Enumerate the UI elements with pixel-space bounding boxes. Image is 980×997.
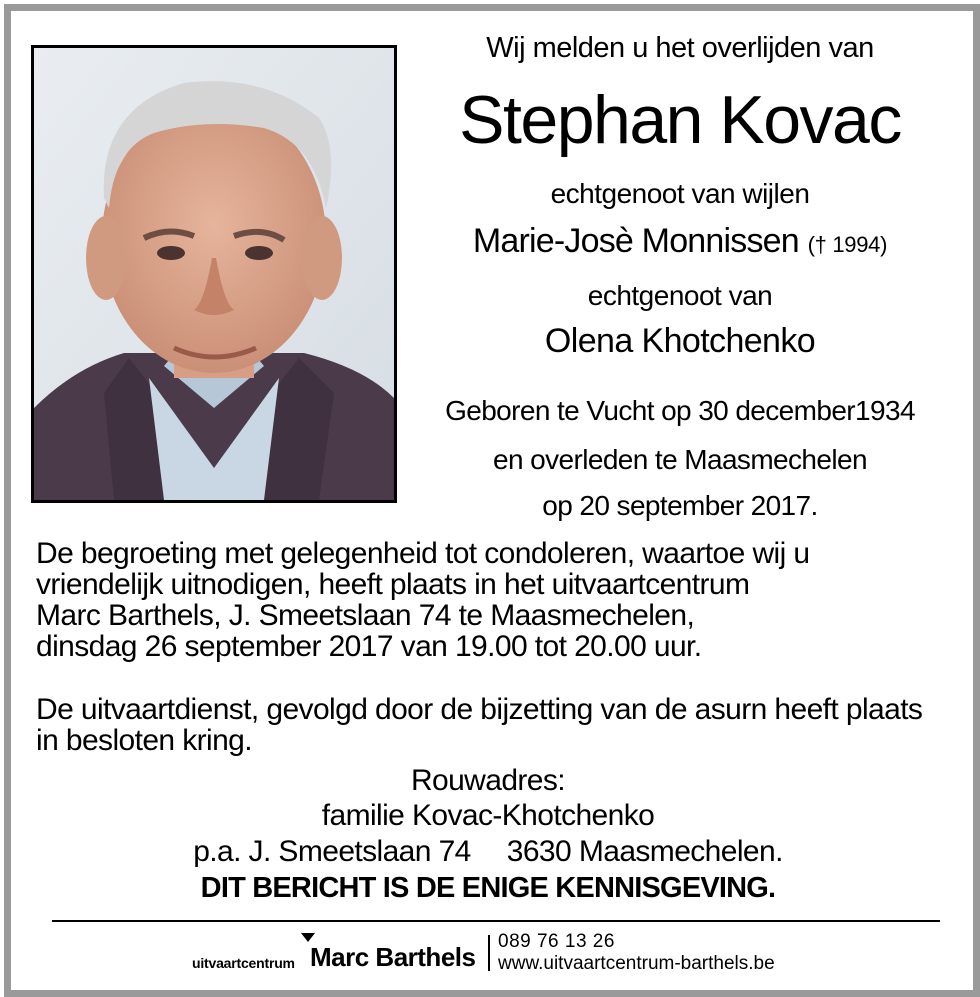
paragraph-line: vriendelijk uitnodigen, heeft plaats in het uitvaartcentrum	[36, 568, 750, 601]
paragraph-line: De begroeting met gelegenheid tot condoleren, waartoe wij u	[36, 537, 810, 570]
paragraph-line: dinsdag 26 september 2017 van 19.00 tot 20.00 uur.	[36, 630, 702, 663]
portrait-photo	[31, 45, 397, 503]
website-link[interactable]: www.uitvaartcentrum-barthels.be	[498, 953, 775, 974]
logo-company-name: Marc Barthels	[310, 942, 476, 972]
condolence-paragraph	[36, 538, 956, 662]
relation-1: echtgenoot van wijlen	[550, 178, 810, 209]
spouse-1-name: Marie-Josè Monnissen	[472, 222, 799, 260]
notice-text: DIT BERICHT IS DE ENIGE KENNISGEVING.	[200, 872, 776, 904]
address-city: 3630 Maasmechelen.	[506, 835, 783, 868]
funeral-paragraph	[36, 694, 956, 756]
paragraph-line: De uitvaartdienst, gevolgd door de bijzetting van de asurn heeft plaats	[36, 693, 923, 726]
triangle-icon	[301, 933, 315, 942]
death-place-line: en overleden te Maasmechelen	[493, 444, 867, 475]
paragraph-line: in besloten kring.	[36, 724, 253, 757]
relation-2: echtgenoot van	[587, 280, 773, 311]
death-date-line: op 20 september 2017.	[542, 490, 818, 521]
address-street: p.a. J. Smeetslaan 74	[193, 835, 471, 868]
phone-number: 089 76 13 26	[498, 931, 615, 952]
intro-text: Wij melden u het overlijden van	[486, 32, 874, 64]
deceased-name: Stephan Kovac	[459, 82, 901, 158]
logo-separator	[488, 935, 490, 971]
logo-prefix: uitvaartcentrum	[192, 955, 295, 971]
address-line	[0, 835, 976, 869]
spouse-2-name: Olena Khotchenko	[544, 322, 816, 360]
address-family: familie Kovac-Khotchenko	[321, 799, 655, 832]
address-label: Rouwadres:	[410, 764, 566, 797]
spouse-1	[400, 222, 960, 261]
birth-line: Geboren te Vucht op 30 december1934	[445, 395, 915, 426]
paragraph-line: Marc Barthels, J. Smeetslaan 74 te Maasmechelen,	[36, 599, 695, 632]
divider	[52, 920, 940, 922]
funeral-home-logo	[192, 931, 792, 979]
spouse-1-death-year: († 1994)	[807, 232, 888, 257]
